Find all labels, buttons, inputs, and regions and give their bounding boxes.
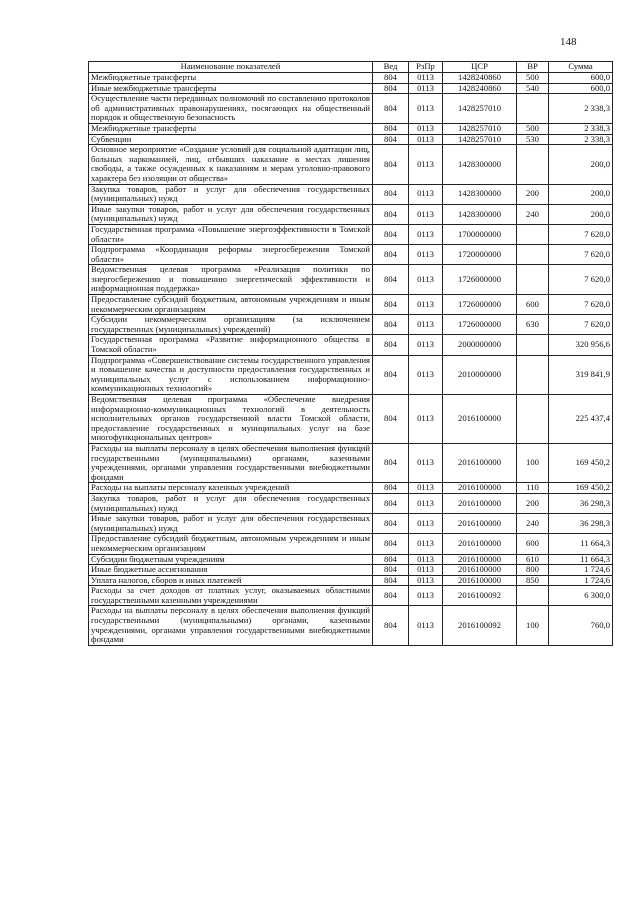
- cell-sum: 7 620,0: [549, 315, 613, 335]
- cell-ved: 804: [373, 483, 409, 494]
- table-row: [89, 514, 613, 534]
- table-row: [89, 443, 613, 482]
- cell-vr: [517, 224, 549, 244]
- cell-rzpr: 0113: [409, 575, 443, 586]
- cell-name: Государственная программа «Развитие информационного общества в Томской области»: [89, 335, 373, 355]
- cell-csr: 2010000000: [443, 355, 517, 394]
- table-row: [89, 73, 613, 84]
- cell-rzpr: 0113: [409, 335, 443, 355]
- table-row: [89, 493, 613, 513]
- cell-sum: 11 664,3: [549, 554, 613, 565]
- cell-name: Предоставление субсидий бюджетным, автономным учреждениям и иным некоммерческим организациям: [89, 295, 373, 315]
- cell-vr: [517, 395, 549, 444]
- cell-csr: 2000000000: [443, 335, 517, 355]
- cell-rzpr: 0113: [409, 514, 443, 534]
- table-row: [89, 134, 613, 145]
- cell-sum: 2 338,3: [549, 94, 613, 124]
- table-row: [89, 145, 613, 184]
- table-row: [89, 245, 613, 265]
- cell-ved: 804: [373, 534, 409, 554]
- cell-vr: 540: [517, 83, 549, 94]
- cell-name: Субвенции: [89, 134, 373, 145]
- table-row: [89, 554, 613, 565]
- cell-vr: [517, 586, 549, 606]
- cell-vr: 610: [517, 554, 549, 565]
- cell-rzpr: 0113: [409, 134, 443, 145]
- cell-rzpr: 0113: [409, 184, 443, 204]
- cell-vr: 500: [517, 73, 549, 84]
- cell-vr: 110: [517, 483, 549, 494]
- cell-ved: 804: [373, 493, 409, 513]
- cell-name: Расходы на выплаты персоналу в целях обеспечения выполнения функций государственными (муниципальными) органами, казенными учреждениями, органами управления государственными внебюджетными фондами: [89, 443, 373, 482]
- cell-name: Ведомственная целевая программа «Обеспечение внедрения информационно-коммуникационных технологий в деятельность исполнительных органов государственной власти Томской области, предоставление государственных и муниципальных услуг на базе многофункциональных центров»: [89, 395, 373, 444]
- cell-name: Осуществление части переданных полномочий по составлению протоколов об административных правонарушениях, посягающих на общественный порядок и общественную безопасность: [89, 94, 373, 124]
- page-number: 148: [560, 36, 577, 48]
- cell-sum: 319 841,9: [549, 355, 613, 394]
- cell-ved: 804: [373, 265, 409, 295]
- cell-name: Субсидии бюджетным учреждениям: [89, 554, 373, 565]
- table-row: [89, 395, 613, 444]
- cell-sum: 6 300,0: [549, 586, 613, 606]
- table-row: [89, 565, 613, 576]
- header-vr: ВР: [517, 62, 549, 73]
- cell-csr: 2016100000: [443, 575, 517, 586]
- cell-name: Основное мероприятие «Создание условий для социальной адаптации лиц, больных наркоманией, лиц, отбывших наказание в местах лишения свободы, а также осужденных к наказаниям и мерам уголовно-правового характера без изоляции от общества»: [89, 145, 373, 184]
- cell-csr: 1726000000: [443, 265, 517, 295]
- cell-vr: 630: [517, 315, 549, 335]
- cell-ved: 804: [373, 245, 409, 265]
- cell-name: Иные межбюджетные трансферты: [89, 83, 373, 94]
- cell-ved: 804: [373, 514, 409, 534]
- table-row: [89, 355, 613, 394]
- cell-csr: 1700000000: [443, 224, 517, 244]
- cell-ved: 804: [373, 443, 409, 482]
- cell-rzpr: 0113: [409, 83, 443, 94]
- cell-ved: 804: [373, 94, 409, 124]
- cell-csr: 1428240860: [443, 83, 517, 94]
- cell-ved: 804: [373, 134, 409, 145]
- table-header-row: [89, 62, 613, 73]
- cell-sum: 1 724,6: [549, 575, 613, 586]
- table-row: [89, 265, 613, 295]
- cell-rzpr: 0113: [409, 443, 443, 482]
- cell-rzpr: 0113: [409, 204, 443, 224]
- cell-sum: 7 620,0: [549, 295, 613, 315]
- cell-vr: 600: [517, 534, 549, 554]
- cell-csr: 2016100000: [443, 395, 517, 444]
- table-row: [89, 204, 613, 224]
- header-sum: Сумма: [549, 62, 613, 73]
- cell-ved: 804: [373, 565, 409, 576]
- table-row: [89, 483, 613, 494]
- cell-name: Расходы на выплаты персоналу в целях обеспечения выполнения функций государственными (муниципальными) органами, казенными учреждениями, органами управления государственными внебюджетными фондами: [89, 606, 373, 645]
- cell-rzpr: 0113: [409, 265, 443, 295]
- cell-vr: 240: [517, 204, 549, 224]
- cell-rzpr: 0113: [409, 534, 443, 554]
- cell-vr: [517, 245, 549, 265]
- cell-sum: 7 620,0: [549, 245, 613, 265]
- table-row: [89, 335, 613, 355]
- cell-sum: 600,0: [549, 73, 613, 84]
- cell-sum: 11 664,3: [549, 534, 613, 554]
- header-rzpr: РзПр: [409, 62, 443, 73]
- cell-vr: [517, 335, 549, 355]
- cell-ved: 804: [373, 145, 409, 184]
- cell-vr: 530: [517, 134, 549, 145]
- cell-csr: 2016100092: [443, 586, 517, 606]
- table-body: [89, 73, 613, 646]
- cell-rzpr: 0113: [409, 295, 443, 315]
- cell-name: Иные бюджетные ассигнования: [89, 565, 373, 576]
- cell-rzpr: 0113: [409, 395, 443, 444]
- cell-sum: 760,0: [549, 606, 613, 645]
- cell-sum: 225 437,4: [549, 395, 613, 444]
- cell-sum: 36 298,3: [549, 514, 613, 534]
- cell-rzpr: 0113: [409, 565, 443, 576]
- table-row: [89, 123, 613, 134]
- table-row: [89, 606, 613, 645]
- header-name: Наименование показателей: [89, 62, 373, 73]
- cell-name: Ведомственная целевая программа «Реализация политики по энергосбережению и повышению энергетической эффективности и информационная поддержка»: [89, 265, 373, 295]
- cell-ved: 804: [373, 184, 409, 204]
- cell-ved: 804: [373, 335, 409, 355]
- cell-ved: 804: [373, 204, 409, 224]
- cell-name: Предоставление субсидий бюджетным, автономным учреждениям и иным некоммерческим организациям: [89, 534, 373, 554]
- cell-ved: 804: [373, 395, 409, 444]
- cell-rzpr: 0113: [409, 224, 443, 244]
- cell-csr: 1428257010: [443, 123, 517, 134]
- cell-name: Субсидии некоммерческим организациям (за исключением государственных (муниципальных) учреждений): [89, 315, 373, 335]
- cell-csr: 2016100000: [443, 514, 517, 534]
- cell-csr: 1726000000: [443, 295, 517, 315]
- cell-vr: [517, 265, 549, 295]
- cell-sum: 600,0: [549, 83, 613, 94]
- cell-csr: 1428300000: [443, 145, 517, 184]
- header-ved: Вед: [373, 62, 409, 73]
- cell-ved: 804: [373, 123, 409, 134]
- cell-rzpr: 0113: [409, 554, 443, 565]
- cell-csr: 2016100000: [443, 493, 517, 513]
- cell-vr: 600: [517, 295, 549, 315]
- cell-rzpr: 0113: [409, 245, 443, 265]
- cell-csr: 1720000000: [443, 245, 517, 265]
- cell-csr: 1428257010: [443, 94, 517, 124]
- cell-rzpr: 0113: [409, 586, 443, 606]
- cell-vr: [517, 145, 549, 184]
- cell-csr: 2016100000: [443, 565, 517, 576]
- cell-sum: 2 338,3: [549, 134, 613, 145]
- cell-sum: 7 620,0: [549, 265, 613, 295]
- cell-vr: 200: [517, 493, 549, 513]
- cell-vr: [517, 94, 549, 124]
- cell-name: Межбюджетные трансферты: [89, 123, 373, 134]
- cell-rzpr: 0113: [409, 123, 443, 134]
- cell-csr: 2016100000: [443, 534, 517, 554]
- cell-name: Государственная программа «Повышение энергоэффективности в Томской области»: [89, 224, 373, 244]
- cell-sum: 320 956,6: [549, 335, 613, 355]
- cell-name: Иные закупки товаров, работ и услуг для обеспечения государственных (муниципальных) нужд: [89, 204, 373, 224]
- cell-name: Расходы на выплаты персоналу казенных учреждений: [89, 483, 373, 494]
- cell-ved: 804: [373, 224, 409, 244]
- table-row: [89, 184, 613, 204]
- cell-vr: 850: [517, 575, 549, 586]
- cell-ved: 804: [373, 586, 409, 606]
- table-row: [89, 315, 613, 335]
- cell-rzpr: 0113: [409, 606, 443, 645]
- cell-csr: 1428300000: [443, 204, 517, 224]
- cell-sum: 36 298,3: [549, 493, 613, 513]
- cell-csr: 1428257010: [443, 134, 517, 145]
- cell-ved: 804: [373, 83, 409, 94]
- cell-sum: 169 450,2: [549, 483, 613, 494]
- cell-csr: 1726000000: [443, 315, 517, 335]
- cell-rzpr: 0113: [409, 73, 443, 84]
- budget-table: [88, 61, 613, 646]
- cell-csr: 1428300000: [443, 184, 517, 204]
- cell-ved: 804: [373, 295, 409, 315]
- cell-name: Межбюджетные трансферты: [89, 73, 373, 84]
- header-csr: ЦСР: [443, 62, 517, 73]
- cell-name: Закупка товаров, работ и услуг для обеспечения государственных (муниципальных) нужд: [89, 493, 373, 513]
- cell-rzpr: 0113: [409, 483, 443, 494]
- table-row: [89, 575, 613, 586]
- cell-rzpr: 0113: [409, 315, 443, 335]
- table-row: [89, 586, 613, 606]
- cell-vr: 240: [517, 514, 549, 534]
- cell-sum: 169 450,2: [549, 443, 613, 482]
- cell-sum: 200,0: [549, 204, 613, 224]
- cell-vr: 500: [517, 123, 549, 134]
- table-row: [89, 534, 613, 554]
- cell-name: Закупка товаров, работ и услуг для обеспечения государственных (муниципальных) нужд: [89, 184, 373, 204]
- cell-csr: 2016100092: [443, 606, 517, 645]
- cell-csr: 2016100000: [443, 483, 517, 494]
- cell-name: Расходы за счет доходов от платных услуг, оказываемых областными государственными казенными учреждениями: [89, 586, 373, 606]
- cell-name: Иные закупки товаров, работ и услуг для обеспечения государственных (муниципальных) нужд: [89, 514, 373, 534]
- cell-name: Уплата налогов, сборов и иных платежей: [89, 575, 373, 586]
- cell-vr: 200: [517, 184, 549, 204]
- cell-ved: 804: [373, 606, 409, 645]
- cell-rzpr: 0113: [409, 145, 443, 184]
- cell-rzpr: 0113: [409, 94, 443, 124]
- cell-ved: 804: [373, 554, 409, 565]
- cell-ved: 804: [373, 575, 409, 586]
- table-row: [89, 295, 613, 315]
- cell-csr: 1428240860: [443, 73, 517, 84]
- cell-sum: 7 620,0: [549, 224, 613, 244]
- cell-ved: 804: [373, 355, 409, 394]
- cell-csr: 2016100000: [443, 554, 517, 565]
- cell-csr: 2016100000: [443, 443, 517, 482]
- cell-sum: 2 338,3: [549, 123, 613, 134]
- cell-vr: 100: [517, 606, 549, 645]
- cell-rzpr: 0113: [409, 355, 443, 394]
- cell-vr: 800: [517, 565, 549, 576]
- cell-sum: 200,0: [549, 145, 613, 184]
- cell-sum: 200,0: [549, 184, 613, 204]
- cell-ved: 804: [373, 315, 409, 335]
- cell-name: Подпрограмма «Совершенствование системы государственного управления и повышение качества и доступности предоставления государственных и муниципальных услуг с использованием информационно-коммуникационных технологий»: [89, 355, 373, 394]
- cell-vr: 100: [517, 443, 549, 482]
- cell-rzpr: 0113: [409, 493, 443, 513]
- cell-vr: [517, 355, 549, 394]
- cell-ved: 804: [373, 73, 409, 84]
- table-row: [89, 94, 613, 124]
- cell-sum: 1 724,6: [549, 565, 613, 576]
- table-row: [89, 224, 613, 244]
- table-row: [89, 83, 613, 94]
- cell-name: Подпрограмма «Координация реформы энергосбережения Томской области»: [89, 245, 373, 265]
